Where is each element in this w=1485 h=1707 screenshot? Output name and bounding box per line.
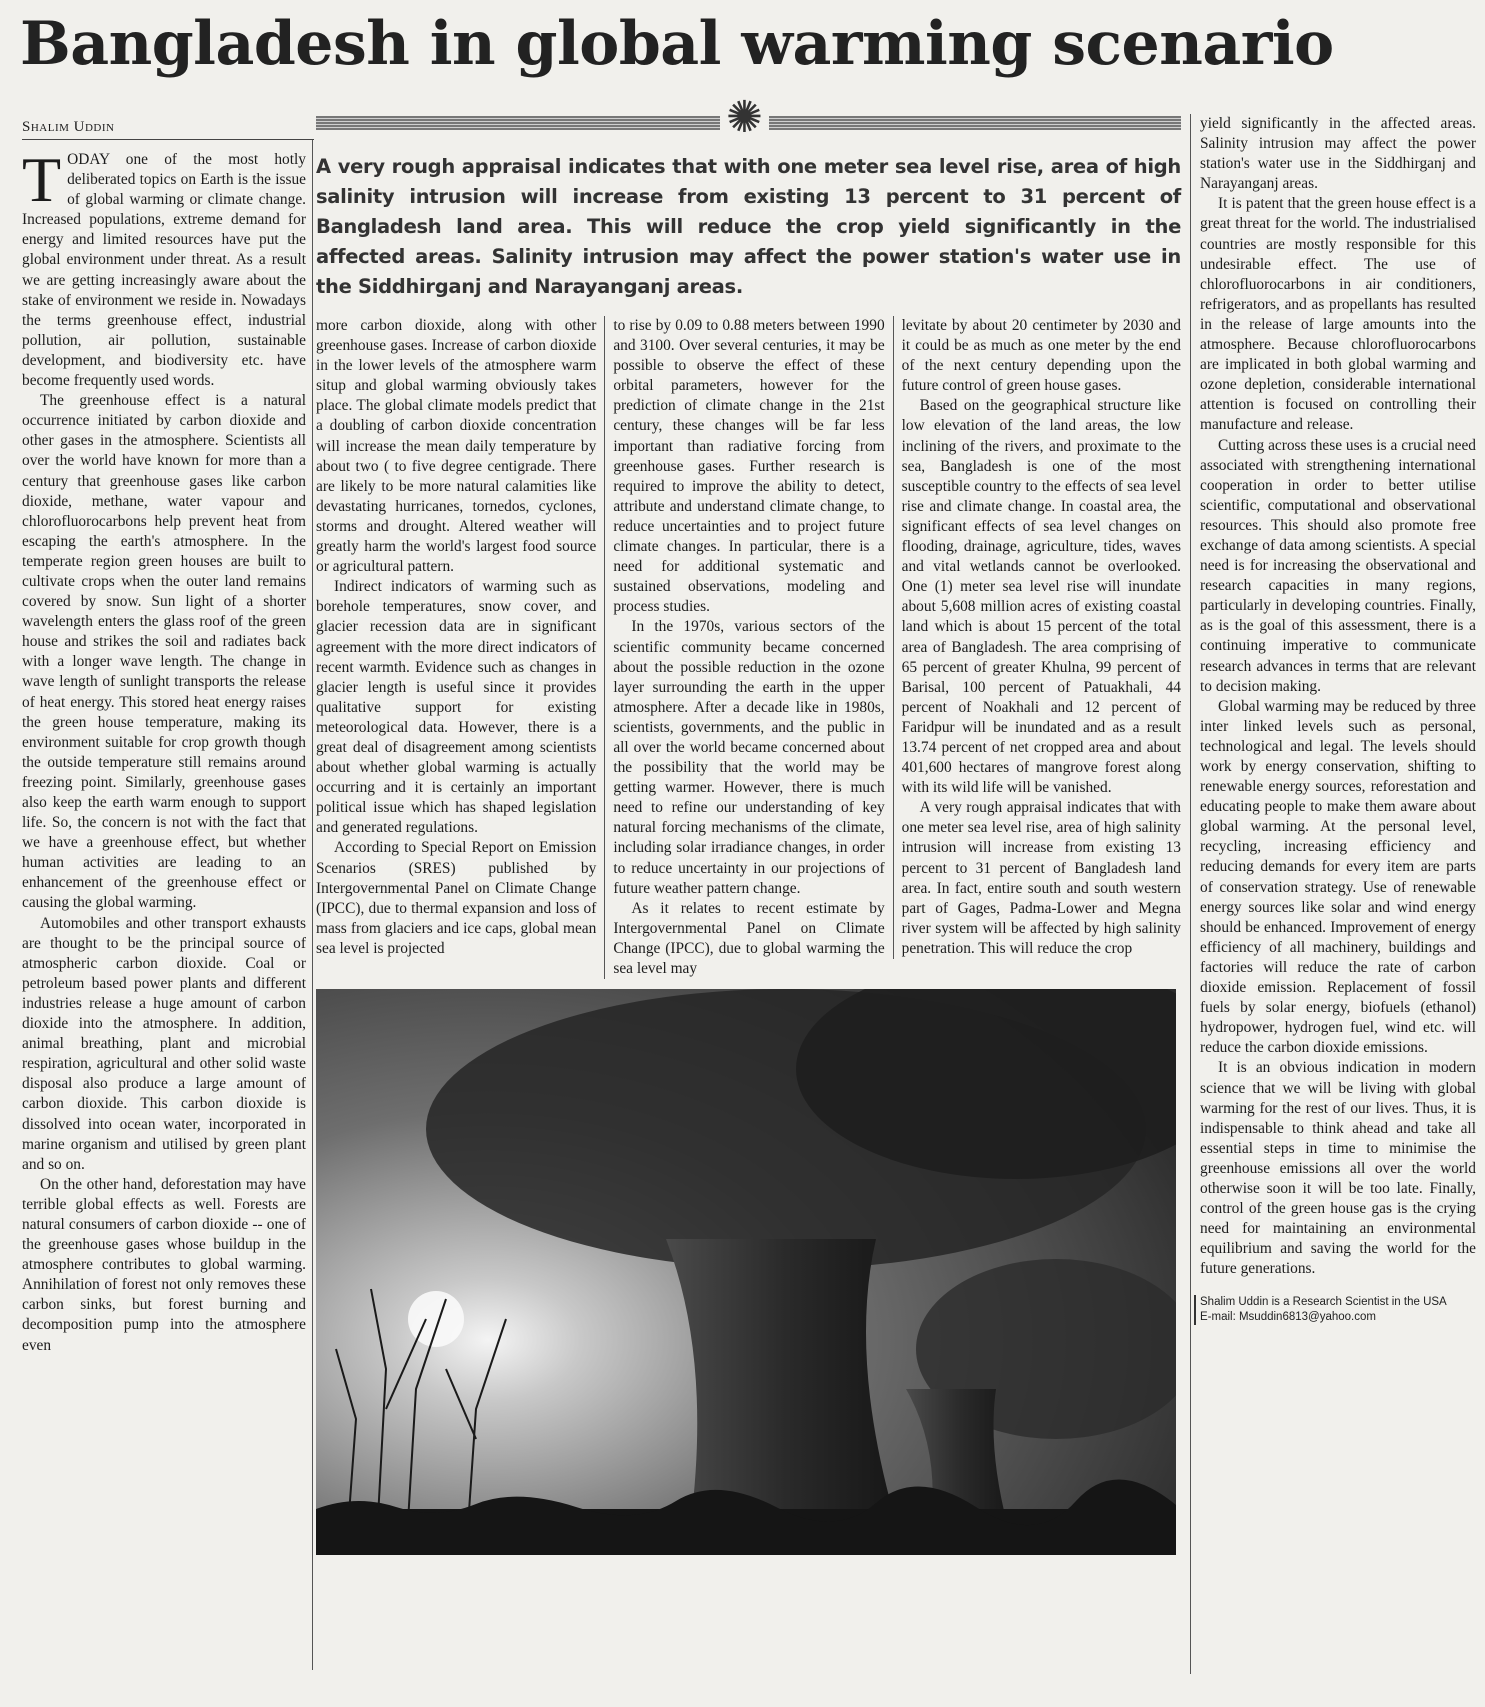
paragraph: The greenhouse effect is a natural occurrence initiated by carbon dioxide and other gases in the atmosphere. Scientists all over the world have known for more than a century that greenhouse gases like carbon dioxide, methane, water vapour and chlorofluorocarbons help prevent heat from escaping the earth's atmosphere. In the temperate region green houses are built to cultivate crops when the outer land remains covered by snow. Sun light of a shorter wavelength enters the glass roof of the green house and strikes the soil and radiates back with a longer wave length. The change in wave length of sunlight transports the release of heat energy. This stored heat energy raises the green house temperature, making its environment suitable for crop growth though the outside temperature still remains around freezing point. Similarly, greenhouse gases also keep the earth warm enough to support life. So, the concern is not with the fact that we have a greenhouse effect, but whether human activities are leading to an enhancement of the greenhouse effect or causing the global warming. bbox=[22, 392, 306, 912]
paragraph: levitate by about 20 centimeter by 2030 and it could be as much as one meter by the end of the next century depending upon the future control of green house gases. bbox=[901, 317, 1181, 395]
author-bio bbox=[1194, 1295, 1476, 1325]
article-column-4 bbox=[893, 316, 1181, 959]
pull-quote-rule bbox=[316, 93, 1181, 142]
paragraph-text: ODAY one of the most hotly deliberated topics on Earth is the issue of global warming or climate change. Increased populations, extreme demand for energy and limited resources have put the global environment under threat. As a result we are getting increasingly aware about the stake of environment we reside in. Nowadays the terms greenhouse effect, industrial pollution, air pollution, sustainable development, and biodiversity etc. have become frequently used words. bbox=[22, 151, 306, 390]
paragraph: to rise by 0.09 to 0.88 meters between 1990 and 3100. Over several centuries, it may be possible to observe the effect of these orbital parameters, however for the prediction of climate change in the 21st century, these changes will be far less important than radiative forcing from greenhouse gases. Further research is required to improve the ability to detect, attribute and understand climate change, to reduce uncertainties and to project future climate changes. In particular, there is a need for additional systematic and sustained observations, modeling and process studies. bbox=[613, 317, 885, 616]
column-divider bbox=[1190, 114, 1191, 1674]
paragraph: A very rough appraisal indicates that with one meter sea level rise, area of high salinity intrusion will increase from existing 13 percent to 31 percent of Bangladesh land area. In fact, entire south and south western part of Gages, Padma-Lower and Megna river system will be affected by high salinity penetration. This will reduce the crop bbox=[901, 799, 1181, 957]
byline: Shalim Uddin bbox=[22, 118, 314, 140]
article-column-1 bbox=[22, 144, 306, 1356]
article-column-5 bbox=[1200, 114, 1476, 1279]
sunburst-icon: ✺ bbox=[720, 92, 769, 144]
paragraph: Global warming may be reduced by three inter linked levels such as personal, technological and legal. The levels should work by energy conservation, shifting to renewable energy sources, reforestation and educating people to make them aware about global warming. At the personal level, recycling, increasing efficiency and reducing demands for every item are parts of conservation strategy. Use of renewable energy sources like solar and wind energy should be enhanced. Improvement of energy efficiency of all machinery, buildings and factories will reduce the rate of carbon dioxide emission. Replacement of fossil fuels by solar energy, biofuels (ethanol) hydropower, hydrogen fuel, wind etc. will reduce the carbon dioxide emissions. bbox=[1200, 697, 1476, 1057]
paragraph: yield significantly in the affected areas. Salinity intrusion may affect the power station's water use in the Siddhirganj and Narayanganj areas. bbox=[1200, 115, 1476, 193]
middle-columns bbox=[316, 316, 1181, 979]
author-email: E-mail: Msuddin6813@yahoo.com bbox=[1200, 1311, 1376, 1324]
pull-quote: A very rough appraisal indicates that with one meter sea level rise, area of high salinity intrusion will increase from existing 13 percent to 31 percent of Bangladesh land area. This will reduce the crop yield significantly in the affected areas. Salinity intrusion may affect the power station's water use in the Siddhirganj and Narayanganj areas. bbox=[316, 155, 1181, 298]
paragraph bbox=[22, 144, 306, 391]
paragraph: It is an obvious indication in modern science that we will be living with global warming for the rest of our lives. Thus, it is indispensable to think ahead and take all essential steps in time to minimise the greenhouse emissions all over the world otherwise soon it will be too late. Finally, control of the green house gas is the crying need for maintaining an environmental equilibrium and saving the world for the future generations. bbox=[1200, 1059, 1476, 1278]
article-column-3 bbox=[604, 316, 892, 979]
paragraph: more carbon dioxide, along with other greenhouse gases. Increase of carbon dioxide in the lower levels of the atmosphere warm situp and global warming obviously takes place. The global climate models predict that a doubling of carbon dioxide concentration will increase the mean daily temperature by about two ( to five degree centigrade. There are likely to be more natural calamities like devastating hurricanes, tornedos, cyclones, storms and drought. Altered weather will greatly harm the world's largest food source or agricultural pattern. bbox=[316, 317, 597, 576]
paragraph: According to Special Report on Emission Scenarios (SRES) published by Intergovernmental Panel on Climate Change (IPCC), due to thermal expansion and loss of mass from glaciers and ice caps, global mean sea level is projected bbox=[316, 839, 597, 957]
paragraph: On the other hand, deforestation may have terrible global effects as well. Forests are natural consumers of carbon dioxide -- one of the greenhouse gases whose buildup in the atmosphere contributes to global warming. Annihilation of forest not only removes these carbon sinks, but forest burning and decomposition pump into the atmosphere even bbox=[22, 1175, 306, 1354]
paragraph: Cutting across these uses is a crucial need associated with strengthening international cooperation in order to better utilise scientific, computational and observational resources. This should also promote free exchange of data among scientists. A special need is for increasing the observational and research capacities in many regions, particularly in developing countries. Finally, as is the goal of this assessment, there is a continuing imperative to communicate research advances in terms that are relevant to decision making. bbox=[1200, 436, 1476, 695]
drop-cap: T bbox=[22, 144, 62, 215]
headline: Bangladesh in global warming scenario bbox=[20, 9, 1334, 79]
middle-block bbox=[316, 93, 1181, 1555]
paragraph: As it relates to recent estimate by Intergovernmental Panel on Climate Change (IPCC), due to global warming the sea level may bbox=[613, 899, 885, 977]
paragraph: In the 1970s, various sectors of the scientific community became concerned about the possible reduction in the ozone layer surrounding the earth in the upper atmosphere. After a decade like in 1980s, scientists, governments, and the public in all over the world became concerned about the possibility that the world may be getting warmer. However, there is much need to refine our understanding of key natural forcing mechanisms of the climate, including solar irradiance changes, in order to reduce uncertainty in our projections of future weather pattern change. bbox=[613, 618, 885, 897]
author-bio-title: Shalim Uddin is a Research Scientist in the USA bbox=[1200, 1296, 1447, 1309]
paragraph: Automobiles and other transport exhausts are thought to be the principal source of atmospheric carbon dioxide. Coal or petroleum based power plants and different industries release a huge amount of carbon dioxide into the atmosphere. In addition, animal breathing, plant and microbial respiration, agricultural and other solid waste disposal also produce a large amount of carbon dioxide. This carbon dioxide is dissolved into ocean water, incorporated in marine organism and utilised by green plant and so on. bbox=[22, 914, 306, 1173]
paragraph: It is patent that the green house effect is a great threat for the world. The industrialised countries are mostly responsible for this undesirable effect. The use of chlorofluorocarbons in air conditioners, refrigerators, and as propellants has resulted in the release of large amounts into the atmosphere. Because chlorofluorocarbons are implicated in both global warming and ozone depletion, considerable international attention is focused on controlling their manufacture and release. bbox=[1200, 195, 1476, 434]
paragraph: Indirect indicators of warming such as borehole temperatures, snow cover, and glacier recession data are in significant agreement with the more direct indicators of recent warmth. Evidence such as changes in glacier length is useful since it provides qualitative support for existing meteorological data. However, there is a great deal of disagreement among scientists about whether global warming is actually occurring and it is certainly an important political issue which has shaped legislation and generated regulations. bbox=[316, 578, 597, 837]
right-block bbox=[1200, 114, 1476, 1325]
cooling-towers-photo bbox=[316, 989, 1176, 1555]
paragraph: Based on the geographical structure like low elevation of the land areas, the low inclining of the rivers, and proximate to the sea, Bangladesh is one of the most susceptible country to the effects of sea level rise and climate change. In coastal area, the significant effects of sea level changes on flooding, drainage, agriculture, tides, waves and vital wetlands cannot be overlooked. One (1) meter sea level rise will inundate about 5,608 million acres of existing coastal land which is about 15 percent of the total area of Bangladesh. The area comprising of 65 percent of greater Khulna, 99 percent of Barisal, 100 percent of Patuakhali, 44 percent of Noakhali and 12 percent of Faridpur will be inundated and as a result 13.74 percent of net cropped area and about 401,600 hectares of mangrove forest along with its wild life will be vanished. bbox=[901, 397, 1181, 797]
column-divider bbox=[312, 140, 313, 1670]
article-column-2 bbox=[316, 316, 604, 959]
